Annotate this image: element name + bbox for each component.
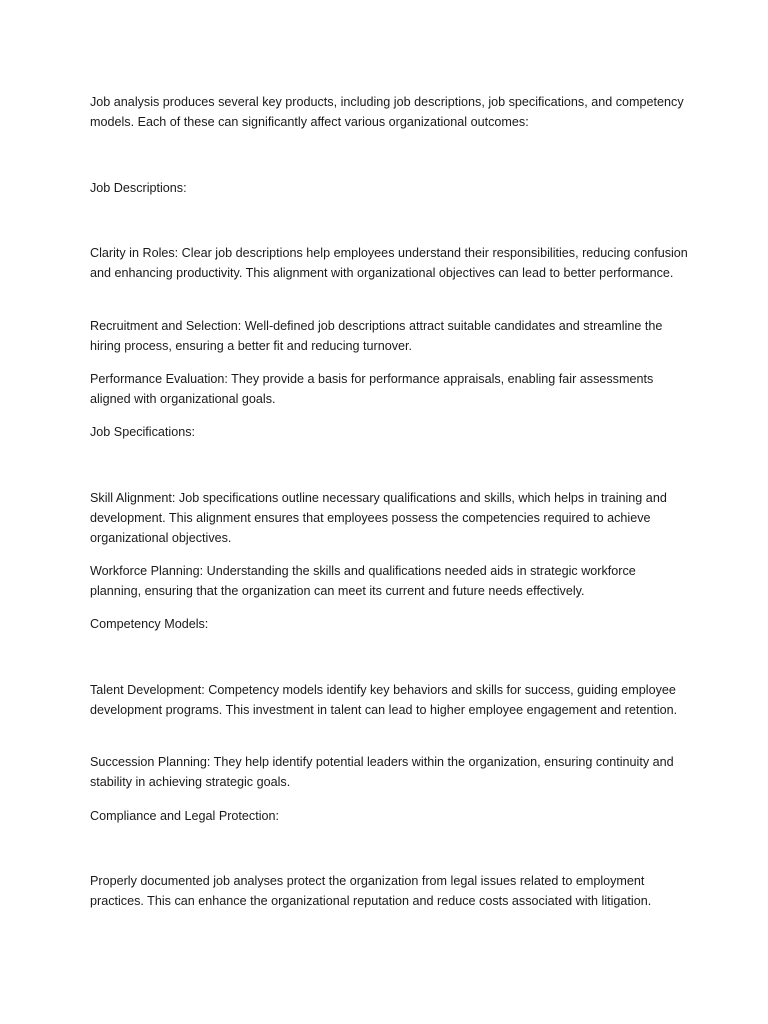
section-heading-compliance-and-legal-protection: Compliance and Legal Protection:	[90, 809, 280, 823]
paragraph-performance-evaluation: Performance Evaluation: They provide a basis for performance appraisals, enabling fair assessments aligned with organizational goals.	[90, 372, 654, 406]
paragraph-skill-alignment: Skill Alignment: Job specifications outline necessary qualifications and skills, which helps in training and development. This alignment ensures that employees possess the competencies required to achieve organizational objectives.	[90, 491, 667, 545]
paragraph-workforce-planning: Workforce Planning: Understanding the skills and qualifications needed aids in strategic workforce planning, ensuring that the organization can meet its current and future needs effectively.	[90, 564, 636, 598]
paragraph-clarity-in-roles: Clarity in Roles: Clear job descriptions help employees understand their responsibilities, reducing confusion and enhancing productivity. This alignment with organizational objectives can lead to better performance.	[90, 246, 688, 280]
section-heading-job-descriptions: Job Descriptions:	[90, 181, 187, 195]
paragraph-legal-protection: Properly documented job analyses protect the organization from legal issues related to employment practices. This can enhance the organizational reputation and reduce costs associated with litigation.	[90, 874, 652, 908]
section-heading-competency-models: Competency Models:	[90, 617, 209, 631]
paragraph-recruitment-and-selection: Recruitment and Selection: Well-defined job descriptions attract suitable candidates and streamline the hiring process, ensuring a better fit and reducing turnover.	[90, 319, 663, 353]
paragraph-talent-development: Talent Development: Competency models identify key behaviors and skills for success, guiding employee development programs. This investment in talent can lead to higher employee engagement and retention.	[90, 683, 678, 717]
section-heading-job-specifications: Job Specifications:	[90, 425, 196, 439]
paragraph-succession-planning: Succession Planning: They help identify potential leaders within the organization, ensuring continuity and stability in achieving strategic goals.	[90, 755, 674, 789]
intro-paragraph: Job analysis produces several key products, including job descriptions, job specifications, and competency models. Each of these can significantly affect various organizational outcomes:	[90, 95, 684, 129]
